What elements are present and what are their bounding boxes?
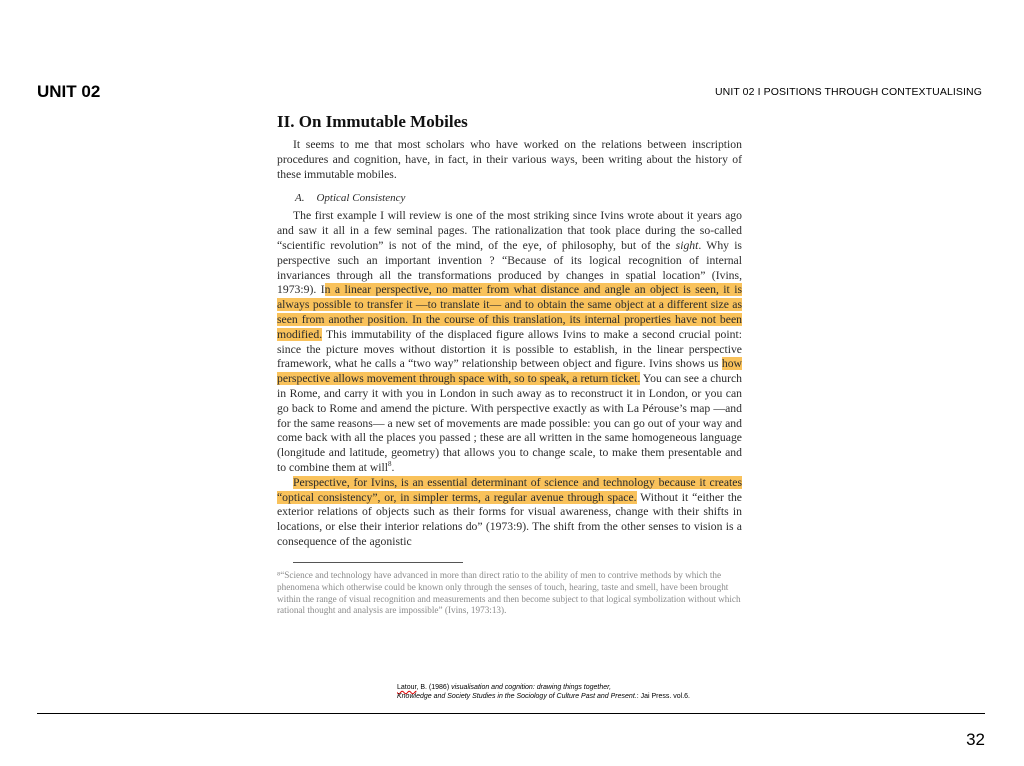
paragraph-perspective (277, 209, 742, 475)
subsection-title: Optical Consistency (316, 192, 406, 205)
text-run: . Why is perspective such an important invention ? “Because of its logical recognition of internal invariances through all the transformations produced by changes in spatial location” (Ivins, 1973:9). I (277, 238, 742, 297)
subsection-letter: A. (295, 192, 305, 205)
subsection-heading (295, 192, 742, 204)
source-citation (397, 683, 690, 701)
footnote-marker: 8 (388, 460, 392, 469)
footnote-divider (293, 562, 463, 563)
text-run: The first example I will review is one of the most striking since Ivins wrote about it years ago and saw it all in a few seminal pages. The rationalization that took place during the so-called “scientific revolution” is not of the mind, of the eye, of philosophy, but of the (277, 209, 742, 252)
running-title: UNIT 02 I POSITIONS THROUGH CONTEXTUALISING (714, 86, 982, 98)
citation-year: , B. (1986) (416, 684, 452, 691)
emphasis-text: sight (675, 238, 699, 252)
text-run: . (391, 460, 395, 474)
highlighted-passage: n a linear perspective, no matter from what distance and angle an object is seen, it is always possible to transfer it —to translate it— and to obtain the same object at a different size as seen from another position. In the course of this translation, its internal properties have not been modified. (277, 283, 743, 341)
text-run: This immutability of the displaced figure allows Ivins to make a second crucial point: since the picture moves without distortion it is possible to establish, in the linear perspective framework, what he calls a “two way” relationship between object and figure. Ivins shows us (277, 327, 742, 371)
article-excerpt (277, 112, 742, 617)
unit-label: UNIT 02 (37, 82, 101, 101)
page-number: 32 (966, 730, 985, 749)
highlighted-passage: Perspective, for Ivins, is an essential determinant of science and technology because it creates “optical consistency”, or, in simpler terms, a regular avenue through space. (277, 475, 742, 504)
citation-line-1 (397, 683, 690, 692)
citation-author: Latour (397, 684, 417, 691)
citation-line-2 (397, 692, 690, 701)
paragraph-optical-consistency (277, 476, 742, 550)
citation-title: visualisation and cognition: drawing things together, (451, 684, 612, 691)
highlighted-passage: how perspective allows movement through space with, so to speak, a return ticket. (277, 357, 742, 386)
footer-divider (37, 713, 985, 714)
text-run: Without it “either the exterior relations of objects such as their forms for visual awareness, change with their shifts in locations, or else their interior relations do” (1973:9). The shift from the other senses to vision is a consequence of the agonistic (277, 490, 742, 548)
citation-publisher: : Jai Press. vol.6. (636, 693, 690, 700)
text-run: You can see a church in Rome, and carry it with you in London in such away as to reconstruct it in London, or you can go back to Rome and amend the picture. With perspective exactly as with La Pérouse’s map —and for the same reasons— a new set of movements are made possible: you can go out of your way and come back with all the places you passed ; these are all written in the same homogeneous language (longitude and latitude, geometry) that allows you to change scale, to make them presentable and to combine them at will (277, 372, 742, 474)
citation-publication: Knowledge and Society Studies in the Sociology of Culture Past and Present. (397, 693, 637, 700)
section-heading: II. On Immutable Mobiles (277, 112, 468, 131)
intro-paragraph: It seems to me that most scholars who have worked on the relations between inscription procedures and cognition, have, in fact, in their various ways, been writing about the history of these immutable mobiles. (277, 138, 742, 181)
footnote: ⁸“Science and technology have advanced in more than direct ratio to the ability of men to contrive methods by which the phenomena which otherwise could be known only through the senses of touch, hearing, taste and smell, have been brought within the range of visual recognition and measurements and then become subject to that logical symbolization without which rational thought and analysis are impossible” (Ivins, 1973:13). (277, 569, 741, 616)
